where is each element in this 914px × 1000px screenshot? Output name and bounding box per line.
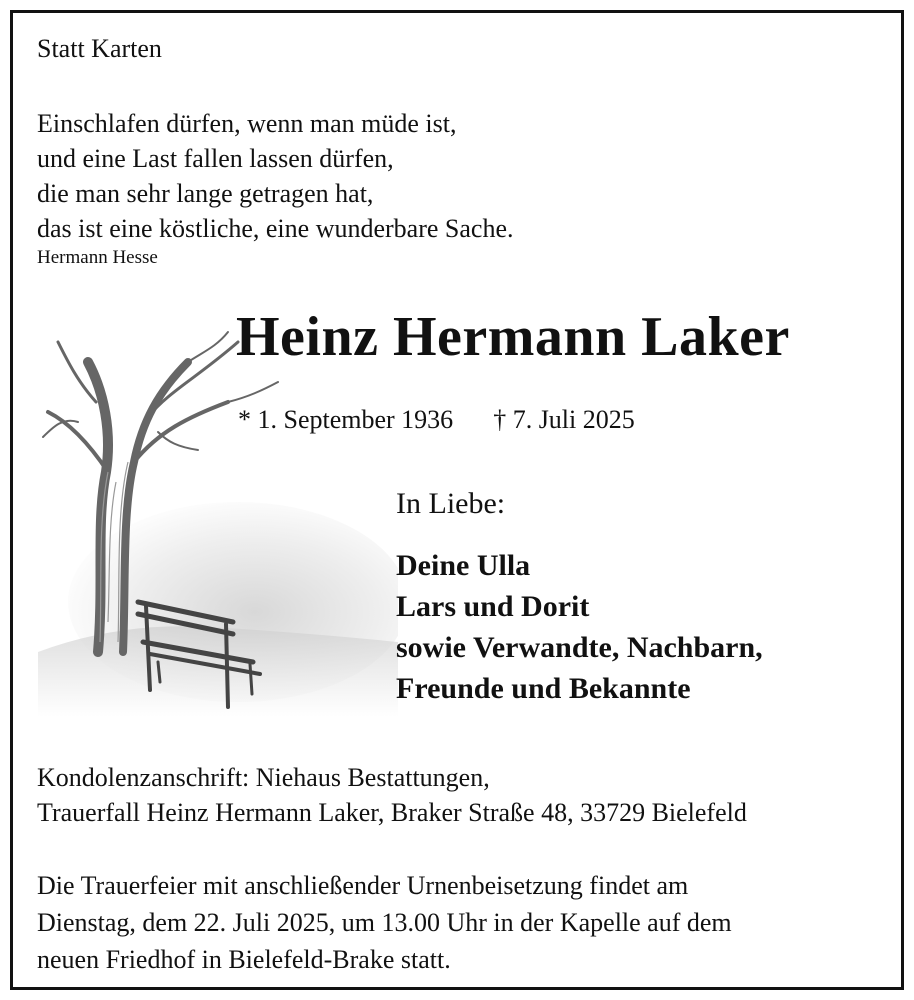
- poem-author: Hermann Hesse: [37, 247, 158, 268]
- birth-date: * 1. September 1936: [238, 405, 454, 434]
- condolence-address: [37, 760, 747, 830]
- mourners-intro: In Liebe:: [396, 487, 506, 520]
- tree-bench-illustration: [38, 322, 398, 717]
- service-line: Dienstag, dem 22. Juli 2025, um 13.00 Uhr in der Kapelle auf dem: [37, 908, 732, 937]
- service-line: Die Trauerfeier mit anschließender Urnenbeisetzung findet am: [37, 871, 689, 900]
- condolence-line: Trauerfall Heinz Hermann Laker, Braker Straße 48, 33729 Bielefeld: [37, 798, 747, 827]
- condolence-line: Kondolenzanschrift: Niehaus Bestattungen,: [37, 763, 490, 792]
- mourner-line: Deine Ulla: [396, 549, 531, 582]
- mourner-line: Freunde und Bekannte: [396, 672, 691, 705]
- mourners-list: [396, 545, 763, 709]
- funeral-service-info: [37, 867, 732, 978]
- mourner-line: sowie Verwandte, Nachbarn,: [396, 631, 763, 664]
- poem-line: Einschlafen dürfen, wenn man müde ist,: [37, 109, 457, 138]
- poem-line: die man sehr lange getragen hat,: [37, 179, 374, 208]
- poem-line: und eine Last fallen lassen dürfen,: [37, 144, 394, 173]
- life-dates: [238, 405, 635, 435]
- mourner-line: Lars und Dorit: [396, 590, 590, 623]
- deceased-name: Heinz Hermann Laker: [236, 306, 790, 368]
- poem-line: das ist eine köstliche, eine wunderbare Sache.: [37, 214, 514, 243]
- header-label: Statt Karten: [37, 34, 162, 63]
- death-date: † 7. Juli 2025: [493, 405, 635, 434]
- service-line: neuen Friedhof in Bielefeld-Brake statt.: [37, 945, 451, 974]
- poem: [37, 106, 514, 246]
